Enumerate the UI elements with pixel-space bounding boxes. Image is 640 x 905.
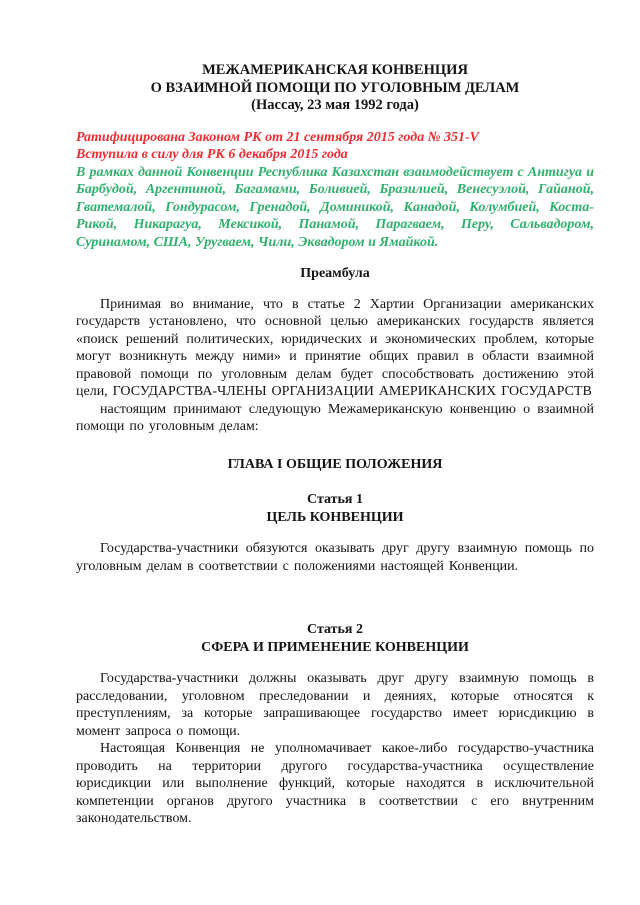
title-line-1: МЕЖАМЕРИКАНСКАЯ КОНВЕНЦИЯ	[202, 62, 468, 78]
article-2-number: Статья 2	[307, 622, 363, 637]
article-2-paragraph-2: Настоящая Конвенция не уполномачивает какое-либо государство-участника проводить на территории другого государства-участника осуществление юрисдикции или выполнение функций, которые находятся в исключительной компетенции органов другого участника в соответствии с его внутренним законодательством.	[76, 741, 594, 826]
ratification-note: Ратифицирована Законом РК от 21 сентября 2015 года № 351-V	[76, 129, 479, 145]
preamble-heading: Преамбула	[300, 266, 370, 281]
chapter-1-heading: ГЛАВА I ОБЩИЕ ПОЛОЖЕНИЯ	[227, 456, 443, 472]
title-line-3: (Нассау, 23 мая 1992 года)	[251, 97, 419, 113]
document-title	[76, 62, 594, 115]
article-2-paragraph-1: Государства-участники должны оказывать друг другу взаимную помощь в расследовании, уголовном преследовании и деяниях, которые относятся к преступлениям, за которые запрашивающее государство имеет юрисдикцию в момент запроса о помощи.	[76, 671, 594, 739]
preamble-paragraph-1: Принимая во внимание, что в статье 2 Хартии Организации американских государств установлено, что основной целью американских государств является «поиск решений политических, юридических и экономических проблем, которые могут возникнуть между ними» и принятие общих правил в области взаимной правовой помощи по уголовным делам будет способствовать достижению этой цели, ГОСУДАРСТВА-ЧЛЕНЫ ОРГАНИЗАЦИИ АМЕРИКАНСКИХ ГОСУДАРСТВ	[76, 296, 594, 399]
participating-states-note: В рамках данной Конвенции Республика Казахстан взаимодействует с Антигуа и Барбудой, Аргентиной, Багамами, Боливией, Бразилией, Венесуэлой, Гайаной, Гватемалой, Гондурасом, Гренадой, Доминикой, Канадой, Колумбией, Коста-Рикой, Никарагуа, Мексикой, Панамой, Парагваем, Перу, Сальвадором, Суринамом, США, Уругваем, Чили, Эквадором и Ямайкой.	[76, 164, 594, 250]
article-1-title: ЦЕЛЬ КОНВЕНЦИИ	[266, 509, 404, 525]
article-2-title: СФЕРА И ПРИМЕНЕНИЕ КОНВЕНЦИИ	[201, 639, 469, 655]
article-1-paragraph-1: Государства-участники обязуются оказывать друг другу взаимную помощь по уголовным делам в соответствии с положениями настоящей Конвенции.	[76, 541, 594, 574]
article-1-number: Статья 1	[307, 492, 363, 507]
title-line-2: О ВЗАИМНОЙ ПОМОЩИ ПО УГОЛОВНЫМ ДЕЛАМ	[150, 79, 520, 96]
article-1-heading	[76, 491, 594, 526]
article-2-heading	[76, 621, 594, 656]
entry-into-force-note: Вступила в силу для РК 6 декабря 2015 года	[76, 147, 348, 162]
preamble-paragraph-2: настоящим принимают следующую Межамериканскую конвенцию о взаимной помощи по уголовным делам:	[76, 401, 594, 434]
